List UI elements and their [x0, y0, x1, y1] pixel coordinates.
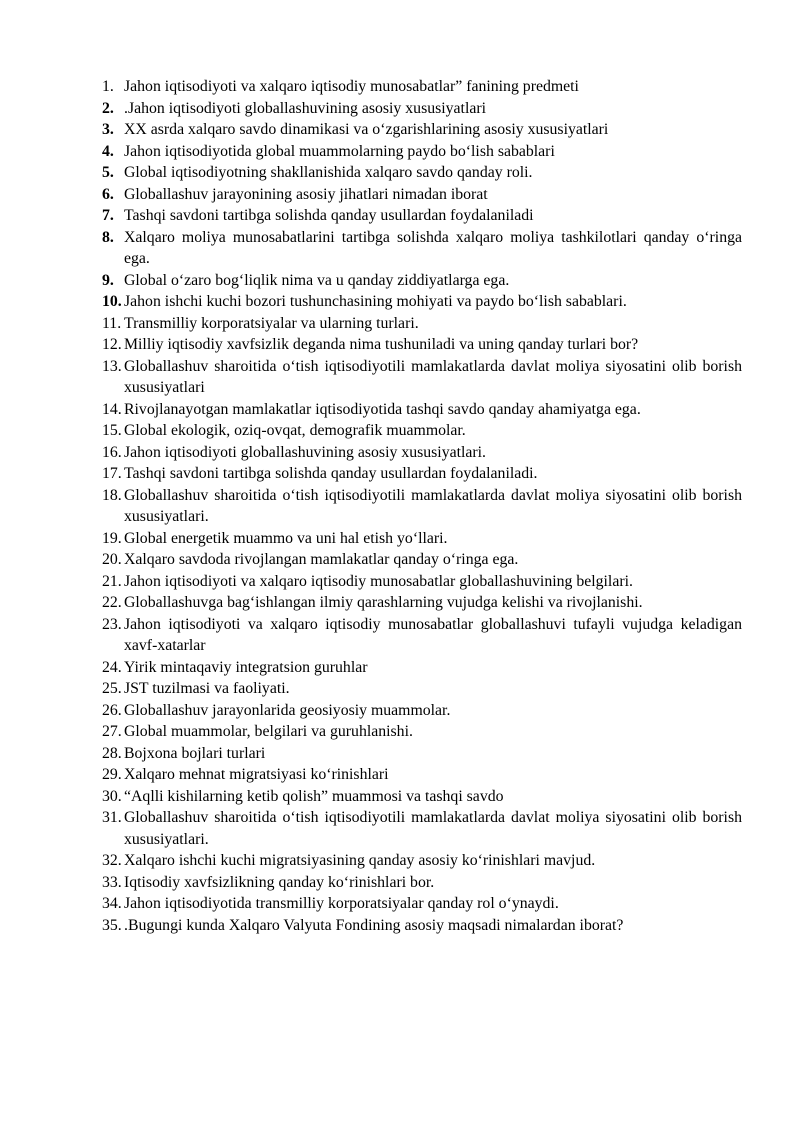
question-text: Globallashuv sharoitida o‘tish iqtisodiyotili mamlakatlarda davlat moliya siyosatini olib borish xususiyatlari. — [124, 486, 742, 525]
question-item — [102, 549, 742, 571]
question-text: Yirik mintaqaviy integratsion guruhlar — [124, 658, 368, 676]
question-text: .Bugungi kunda Xalqaro Valyuta Fondining asosiy maqsadi nimalardan iborat? — [124, 916, 624, 934]
question-text: Jahon iqtisodiyoti va xalqaro iqtisodiy munosabatlar” fanining predmeti — [124, 78, 579, 95]
question-text: Global muammolar, belgilari va guruhlanishi. — [124, 723, 413, 740]
question-item — [102, 442, 742, 464]
question-number: 18. — [102, 486, 122, 504]
question-item — [102, 850, 742, 872]
question-text: Transmilliy korporatsiyalar va ularning turlari. — [124, 314, 419, 332]
question-text: Jahon iqtisodiyotida global muammolarning paydo bo‘lish sabablari — [124, 142, 555, 160]
question-number: 15. — [102, 422, 122, 439]
question-number: 35. — [102, 916, 122, 934]
question-item — [102, 721, 742, 743]
question-item — [102, 205, 742, 227]
question-item — [102, 227, 742, 270]
question-text: .Jahon iqtisodiyoti globallashuvining asosiy xususiyatlari — [124, 99, 486, 117]
question-number: 10. — [102, 293, 122, 310]
question-number: 28. — [102, 744, 122, 762]
question-text: Globallashuvga bag‘ishlangan ilmiy qarashlarning vujudga kelishi va rivojlanishi. — [124, 594, 643, 611]
question-item — [102, 334, 742, 356]
question-number: 32. — [102, 852, 122, 869]
question-number: 34. — [102, 895, 122, 912]
question-item — [102, 356, 742, 399]
question-item — [102, 119, 742, 141]
question-item — [102, 76, 742, 98]
question-number: 24. — [102, 658, 122, 676]
question-text: Globallashuv sharoitida o‘tish iqtisodiyotili mamlakatlarda davlat moliya siyosatini olib borish xususiyatlari. — [124, 809, 742, 848]
question-text: Xalqaro ishchi kuchi migratsiyasining qanday asosiy ko‘rinishlari mavjud. — [124, 852, 596, 869]
question-number: 13. — [102, 357, 122, 375]
question-text: Global energetik muammo va uni hal etish yo‘llari. — [124, 529, 448, 547]
question-item — [102, 678, 742, 700]
question-item — [102, 270, 742, 292]
question-text: Globallashuv jarayonlarida geosiyosiy muammolar. — [124, 701, 451, 719]
question-item — [102, 872, 742, 894]
question-text: Tashqi savdoni tartibga solishda qanday usullardan foydalaniladi — [124, 207, 534, 224]
question-text: Xalqaro mehnat migratsiyasi ko‘rinishlari — [124, 766, 389, 783]
question-list — [102, 76, 742, 936]
question-number: 23. — [102, 615, 122, 633]
question-number: 31. — [102, 809, 122, 826]
question-number: 30. — [102, 787, 122, 805]
question-number: 1. — [102, 78, 114, 95]
question-item — [102, 786, 742, 808]
question-item — [102, 764, 742, 786]
question-number: 17. — [102, 465, 122, 482]
question-item — [102, 184, 742, 206]
question-text: Jahon ishchi kuchi bozori tushunchasining mohiyati va paydo bo‘lish sabablari. — [124, 293, 627, 310]
question-item — [102, 528, 742, 550]
question-text: XX asrda xalqaro savdo dinamikasi va o‘zgarishlarining asosiy xususiyatlari — [124, 121, 609, 138]
question-text: Bojxona bojlari turlari — [124, 744, 266, 762]
question-text: Rivojlanayotgan mamlakatlar iqtisodiyotida tashqi savdo qanday ahamiyatga ega. — [124, 400, 641, 418]
question-item — [102, 807, 742, 850]
question-number: 19. — [102, 529, 122, 547]
question-text: Jahon iqtisodiyoti va xalqaro iqtisodiy munosabatlar globallashuvining belgilari. — [124, 572, 633, 590]
question-item — [102, 614, 742, 657]
question-number: 3. — [102, 121, 114, 138]
question-number: 25. — [102, 680, 122, 697]
question-text: Global iqtisodiyotning shakllanishida xalqaro savdo qanday roli. — [124, 164, 533, 181]
question-number: 7. — [102, 207, 114, 224]
question-number: 16. — [102, 443, 122, 461]
question-number: 26. — [102, 701, 122, 719]
question-number: 9. — [102, 271, 114, 289]
question-number: 5. — [102, 164, 114, 181]
question-item — [102, 399, 742, 421]
question-item — [102, 313, 742, 335]
question-number: 6. — [102, 185, 114, 203]
question-text: Globallashuv jarayonining asosiy jihatlari nimadan iborat — [124, 185, 488, 203]
question-item — [102, 485, 742, 528]
question-number: 14. — [102, 400, 122, 418]
question-number: 29. — [102, 766, 122, 783]
question-item — [102, 915, 742, 937]
question-text: Xalqaro moliya munosabatlarini tartibga solishda xalqaro moliya tashkilotlari qanday o‘ringa ega. — [124, 228, 742, 267]
question-number: 33. — [102, 873, 122, 891]
question-item — [102, 162, 742, 184]
question-text: Iqtisodiy xavfsizlikning qanday ko‘rinishlari bor. — [124, 873, 435, 891]
question-text: Jahon iqtisodiyoti va xalqaro iqtisodiy munosabatlar globallashuvi tufayli vujudga keladigan xavf-xatarlar — [124, 615, 742, 654]
question-item — [102, 700, 742, 722]
question-item — [102, 743, 742, 765]
question-number: 4. — [102, 142, 114, 160]
question-text: Jahon iqtisodiyoti globallashuvining asosiy xususiyatlari. — [124, 443, 486, 461]
question-text: Tashqi savdoni tartibga solishda qanday usullardan foydalaniladi. — [124, 465, 538, 482]
question-number: 12. — [102, 336, 122, 353]
question-item — [102, 571, 742, 593]
question-text: JST tuzilmasi va faoliyati. — [124, 680, 290, 697]
question-text: Xalqaro savdoda rivojlangan mamlakatlar qanday o‘ringa ega. — [124, 551, 519, 568]
question-number: 27. — [102, 723, 122, 740]
question-item — [102, 463, 742, 485]
question-text: Jahon iqtisodiyotida transmilliy korporatsiyalar qanday rol o‘ynaydi. — [124, 895, 559, 912]
question-item — [102, 657, 742, 679]
question-item — [102, 420, 742, 442]
question-number: 20. — [102, 551, 122, 568]
question-number: 21. — [102, 572, 122, 590]
question-item — [102, 141, 742, 163]
question-item — [102, 592, 742, 614]
question-text: Global o‘zaro bog‘liqlik nima va u qanday ziddiyatlarga ega. — [124, 271, 510, 289]
question-item — [102, 291, 742, 313]
question-number: 8. — [102, 228, 114, 246]
question-number: 2. — [102, 99, 114, 117]
question-text: Milliy iqtisodiy xavfsizlik deganda nima tushuniladi va uning qanday turlari bor? — [124, 336, 639, 353]
question-text: Global ekologik, oziq-ovqat, demografik muammolar. — [124, 422, 466, 439]
question-number: 11. — [102, 314, 122, 332]
question-text: “Aqlli kishilarning ketib qolish” muammosi va tashqi savdo — [124, 787, 504, 805]
question-item — [102, 98, 742, 120]
question-item — [102, 893, 742, 915]
question-text: Globallashuv sharoitida o‘tish iqtisodiyotili mamlakatlarda davlat moliya siyosatini olib borish xususiyatlari — [124, 357, 742, 396]
question-number: 22. — [102, 594, 122, 611]
